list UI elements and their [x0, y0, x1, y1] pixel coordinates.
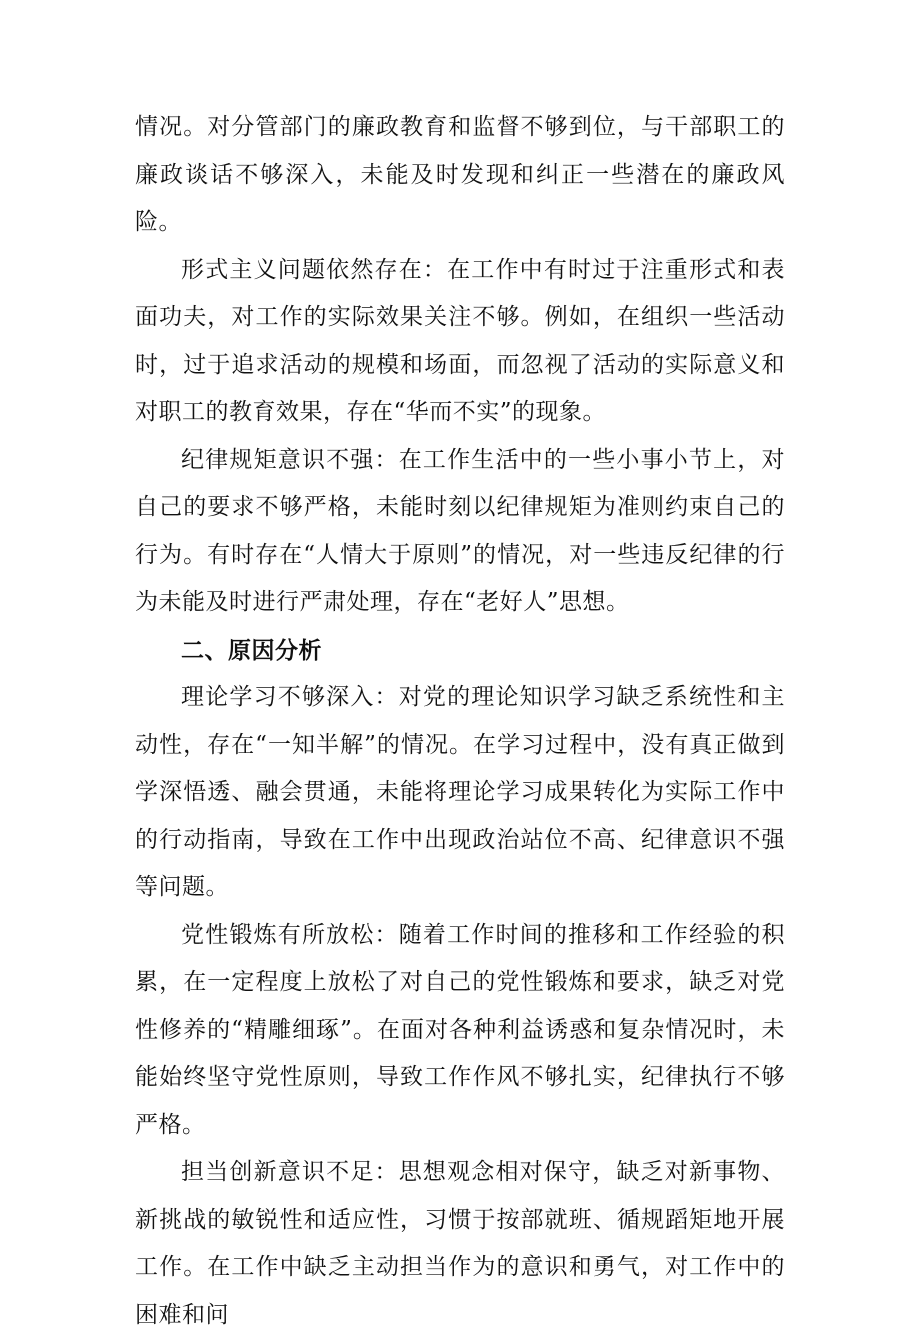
paragraph-party-spirit: 党性锻炼有所放松：随着工作时间的推移和工作经验的积累，在一定程度上放松了对自己的党性锻炼和要求，缺乏对党性修养的“精雕细琢”。在面对各种利益诱惑和复杂情况时，未能始终坚守党性原则，导致工作作风不够扎实，纪律执行不够严格。	[135, 921, 785, 1138]
paragraph-continuation: 情况。对分管部门的廉政教育和监督不够到位，与干部职工的廉政谈话不够深入，未能及时发现和纠正一些潜在的廉政风险。	[135, 114, 785, 235]
paragraph-innovation: 担当创新意识不足：思想观念相对保守，缺乏对新事物、新挑战的敏锐性和适应性，习惯于按部就班、循规蹈矩地开展工作。在工作中缺乏主动担当作为的意识和勇气，对工作中的困难和问	[135, 1159, 785, 1328]
document-body	[135, 104, 785, 1339]
section-heading-cause-analysis: 二、原因分析	[181, 636, 322, 664]
paragraph-discipline: 纪律规矩意识不强：在工作生活中的一些小事小节上，对自己的要求不够严格，未能时刻以纪律规矩为准则约束自己的行为。有时存在“人情大于原则”的情况，对一些违反纪律的行为未能及时进行严肃处理，存在“老好人”思想。	[135, 446, 785, 615]
paragraph-theory-study: 理论学习不够深入：对党的理论知识学习缺乏系统性和主动性，存在“一知半解”的情况。在学习过程中，没有真正做到学深悟透、融会贯通，未能将理论学习成果转化为实际工作中的行动指南，导致在工作中出现政治站位不高、纪律意识不强等问题。	[135, 684, 785, 900]
paragraph-formalism: 形式主义问题依然存在：在工作中有时过于注重形式和表面功夫，对工作的实际效果关注不够。例如，在组织一些活动时，过于追求活动的规模和场面，而忽视了活动的实际意义和对职工的教育效果，存在“华而不实”的现象。	[135, 256, 785, 425]
